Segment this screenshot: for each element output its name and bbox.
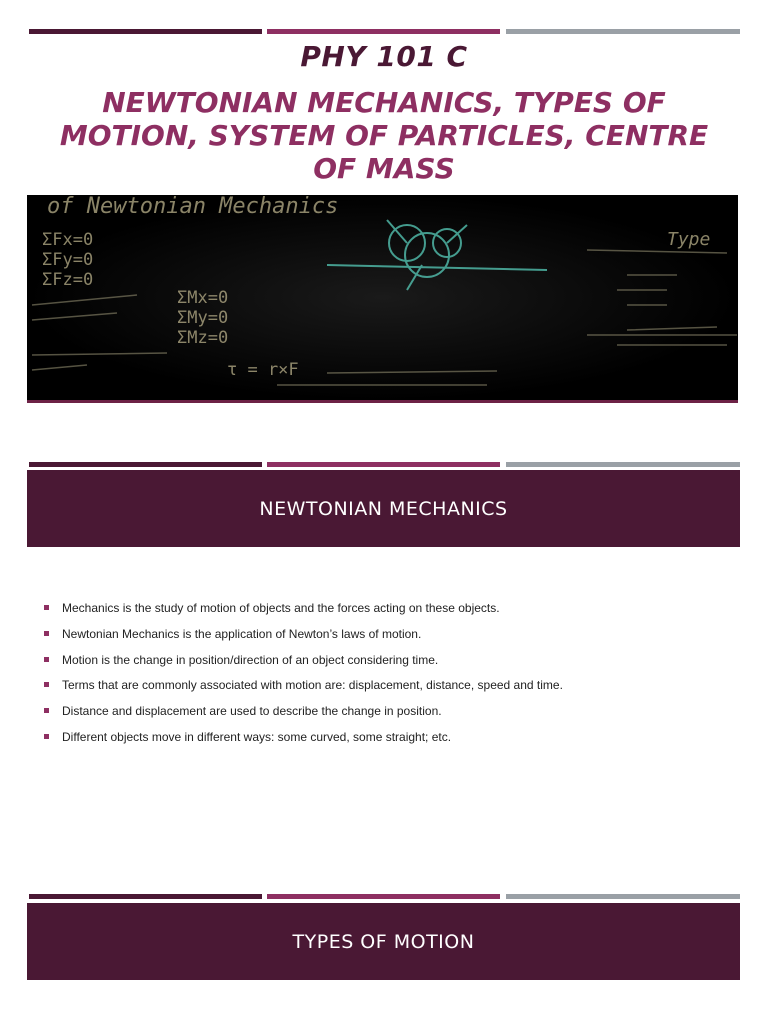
list-item bbox=[44, 653, 744, 679]
rule-segment-plum bbox=[267, 29, 500, 34]
deck-title-line-1: NEWTONIAN MECHANICS, TYPES OF bbox=[102, 86, 666, 119]
list-item-text: Different objects move in different ways: some curved, some straight; etc. bbox=[62, 729, 452, 744]
chalk-eq-fz: ΣFz=0 bbox=[42, 270, 94, 290]
chalk-heading: of Newtonian Mechanics bbox=[47, 195, 339, 219]
course-code: PHY 101 C bbox=[300, 40, 468, 73]
chalk-eq-my: ΣMy=0 bbox=[177, 308, 229, 328]
deck-title bbox=[50, 86, 718, 185]
chalk-eq-fy: ΣFy=0 bbox=[42, 250, 94, 270]
chalk-type-label: Type bbox=[667, 229, 711, 250]
chalk-eq-mz: ΣMz=0 bbox=[177, 328, 229, 348]
bullet-square-icon bbox=[44, 657, 49, 662]
list-item-text: Terms that are commonly associated with motion are: displacement, distance, speed and time. bbox=[62, 678, 563, 693]
list-item-text: Motion is the change in position/direction of an object considering time. bbox=[62, 652, 439, 667]
rule-segment-grey bbox=[506, 462, 740, 467]
list-item bbox=[44, 730, 744, 756]
rule-segment-plum bbox=[267, 462, 500, 467]
list-item bbox=[44, 704, 744, 730]
bullet-square-icon bbox=[44, 605, 49, 610]
slide-3-heading: TYPES OF MOTION bbox=[27, 903, 740, 980]
rule-segment-grey bbox=[506, 29, 740, 34]
list-item-text: Distance and displacement are used to describe the change in position. bbox=[62, 704, 442, 719]
deck-title-line-3: OF MASS bbox=[313, 152, 455, 185]
list-item-text: Mechanics is the study of motion of objects and the forces acting on these objects. bbox=[62, 601, 500, 615]
rule-segment-dark bbox=[29, 894, 262, 899]
slide-2-heading: NEWTONIAN MECHANICS bbox=[27, 470, 740, 547]
bullet-square-icon bbox=[44, 682, 49, 687]
rule-segment-plum bbox=[267, 894, 500, 899]
bullet-square-icon bbox=[44, 708, 49, 713]
deck-title-line-2: MOTION, SYSTEM OF PARTICLES, CENTRE bbox=[59, 119, 709, 152]
bullet-square-icon bbox=[44, 734, 49, 739]
chalk-eq-torque: τ = r×F bbox=[227, 360, 299, 380]
list-item bbox=[44, 601, 744, 627]
chalk-eq-fx: ΣFx=0 bbox=[42, 230, 94, 250]
rule-segment-dark bbox=[29, 462, 262, 467]
list-item bbox=[44, 678, 744, 704]
rule-segment-grey bbox=[506, 894, 740, 899]
list-item-text: Newtonian Mechanics is the application of Newton’s laws of motion. bbox=[62, 626, 422, 641]
bullet-list bbox=[44, 601, 744, 756]
rule-segment-dark bbox=[29, 29, 262, 34]
chalk-eq-mx: ΣMx=0 bbox=[177, 288, 229, 308]
chalkboard-equations-image bbox=[27, 195, 738, 403]
chalkboard-illustration bbox=[27, 195, 738, 400]
bullet-square-icon bbox=[44, 631, 49, 636]
list-item bbox=[44, 627, 744, 653]
